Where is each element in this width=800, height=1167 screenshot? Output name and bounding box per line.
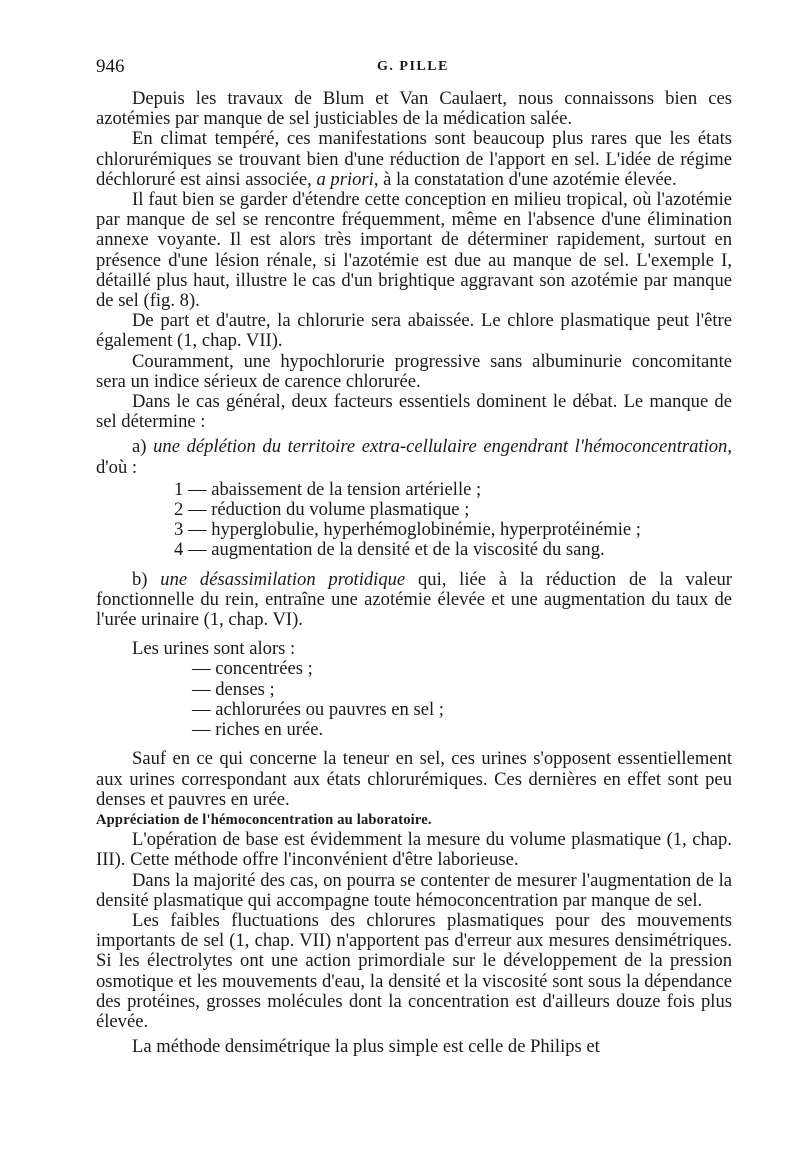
paragraph: L'opération de base est évidemment la mesure du volume plasmatique (1, chap. III). Cette méthode offre l'inconvénient d'être laborieuse. <box>96 829 732 871</box>
paragraph: Les faibles fluctuations des chlorures plasmatiques pour des mouvements importants de sel (1, chap. VII) n'apportent pas d'erreur aux mesures densimétriques. Si les électrolytes ont une action primordiale sur le développement de la pression osmotique et les mouvements d'eau, la densité et la viscosité sont sous la dépendance des protéines, grosses molécules dont la concentration est d'ailleurs douze fois plus élevée. <box>96 909 732 1032</box>
paragraph: La méthode densimétrique la plus simple est celle de Philips et <box>132 1036 600 1058</box>
page-number: 946 <box>96 56 125 77</box>
paragraph: Dans la majorité des cas, on pourra se contenter de mesurer l'augmentation de la densité plasmatique qui accompagne toute hémoconcentration par manque de sel. <box>96 869 732 911</box>
paragraph-text: En climat tempéré, ces manifestations sont beaucoup plus rares que les états chlorurémiques se trouvant bien d'une réduction de l'apport en sel. L'idée de régime déchloruré est ainsi associée, <box>96 128 732 190</box>
list-item: 2 — réduction du volume plasmatique ; <box>174 499 470 521</box>
numbered-list <box>96 480 732 561</box>
italic-phrase: une déplétion du territoire extra-cellulaire engendrant l'hémoconcentration <box>153 436 728 458</box>
paragraph-text: , d'où : <box>96 436 733 478</box>
item-marker: a) <box>132 436 154 458</box>
list-item: — concentrées ; <box>192 658 313 680</box>
paragraph-a <box>96 437 732 477</box>
paragraph-text: , à la constatation d'une azotémie élevée. <box>373 168 677 190</box>
paragraph <box>96 129 732 190</box>
italic-phrase: a priori <box>316 168 374 190</box>
paragraph-text: qui, liée à la réduction de la valeur fonctionnelle du rein, entraîne une azotémie élevée et une augmentation du taux de l'urée urinaire (1, chap. VI). <box>96 568 733 631</box>
list-item: — achlorurées ou pauvres en sel ; <box>192 698 444 720</box>
list-item: — denses ; <box>192 678 275 700</box>
paragraph: Sauf en ce qui concerne la teneur en sel, ces urines s'opposent essentiellement aux urines correspondant aux états chlorurémiques. Ces dernières en effet sont peu denses et pauvres en urée. <box>96 748 732 810</box>
paragraph: Depuis les travaux de Blum et Van Caulaert, nous connaissons bien ces azotémies par manque de sel justiciables de la médication salée. <box>96 88 732 130</box>
paragraph: Couramment, une hypochlorurie progressive sans albuminurie concomitante sera un indice sérieux de carence chlorurée. <box>96 350 732 392</box>
section-heading: Appréciation de l'hémoconcentration au laboratoire. <box>96 811 432 828</box>
item-marker: b) <box>132 568 161 590</box>
body-text <box>96 89 732 1057</box>
running-head: G. PILLE <box>377 59 449 74</box>
list-item: 1 — abaissement de la tension artérielle ; <box>174 478 482 500</box>
paragraph-b <box>96 570 732 631</box>
dash-list <box>96 659 732 740</box>
list-item: — riches en urée. <box>192 719 324 741</box>
paragraph: Dans le cas général, deux facteurs essentiels dominent le débat. Le manque de sel détermine : <box>96 391 732 433</box>
paragraph: Il faut bien se garder d'étendre cette conception en milieu tropical, où l'azotémie par manque de sel se rencontre fréquemment, même en l'absence d'une élimination annexe voyante. Il est alors très important de déterminer rapidement, surtout en présence d'une lésion rénale, si l'azotémie est due au manque de sel. L'exemple I, détaillé plus haut, illustre le cas d'un brightique aggravant son azotémie par manque de sel (fig. 8). <box>96 189 732 312</box>
list-item: 4 — augmentation de la densité et de la viscosité du sang. <box>174 539 605 561</box>
paragraph: De part et d'autre, la chlorurie sera abaissée. Le chlore plasmatique peut l'être également (1, chap. VII). <box>96 310 732 352</box>
italic-phrase: une désassimilation protidique <box>160 568 406 590</box>
list-item: 3 — hyperglobulie, hyperhémoglobinémie, hyperprotéinémie ; <box>174 519 641 541</box>
paragraph: Les urines sont alors : <box>132 638 296 660</box>
page-header <box>96 56 730 82</box>
